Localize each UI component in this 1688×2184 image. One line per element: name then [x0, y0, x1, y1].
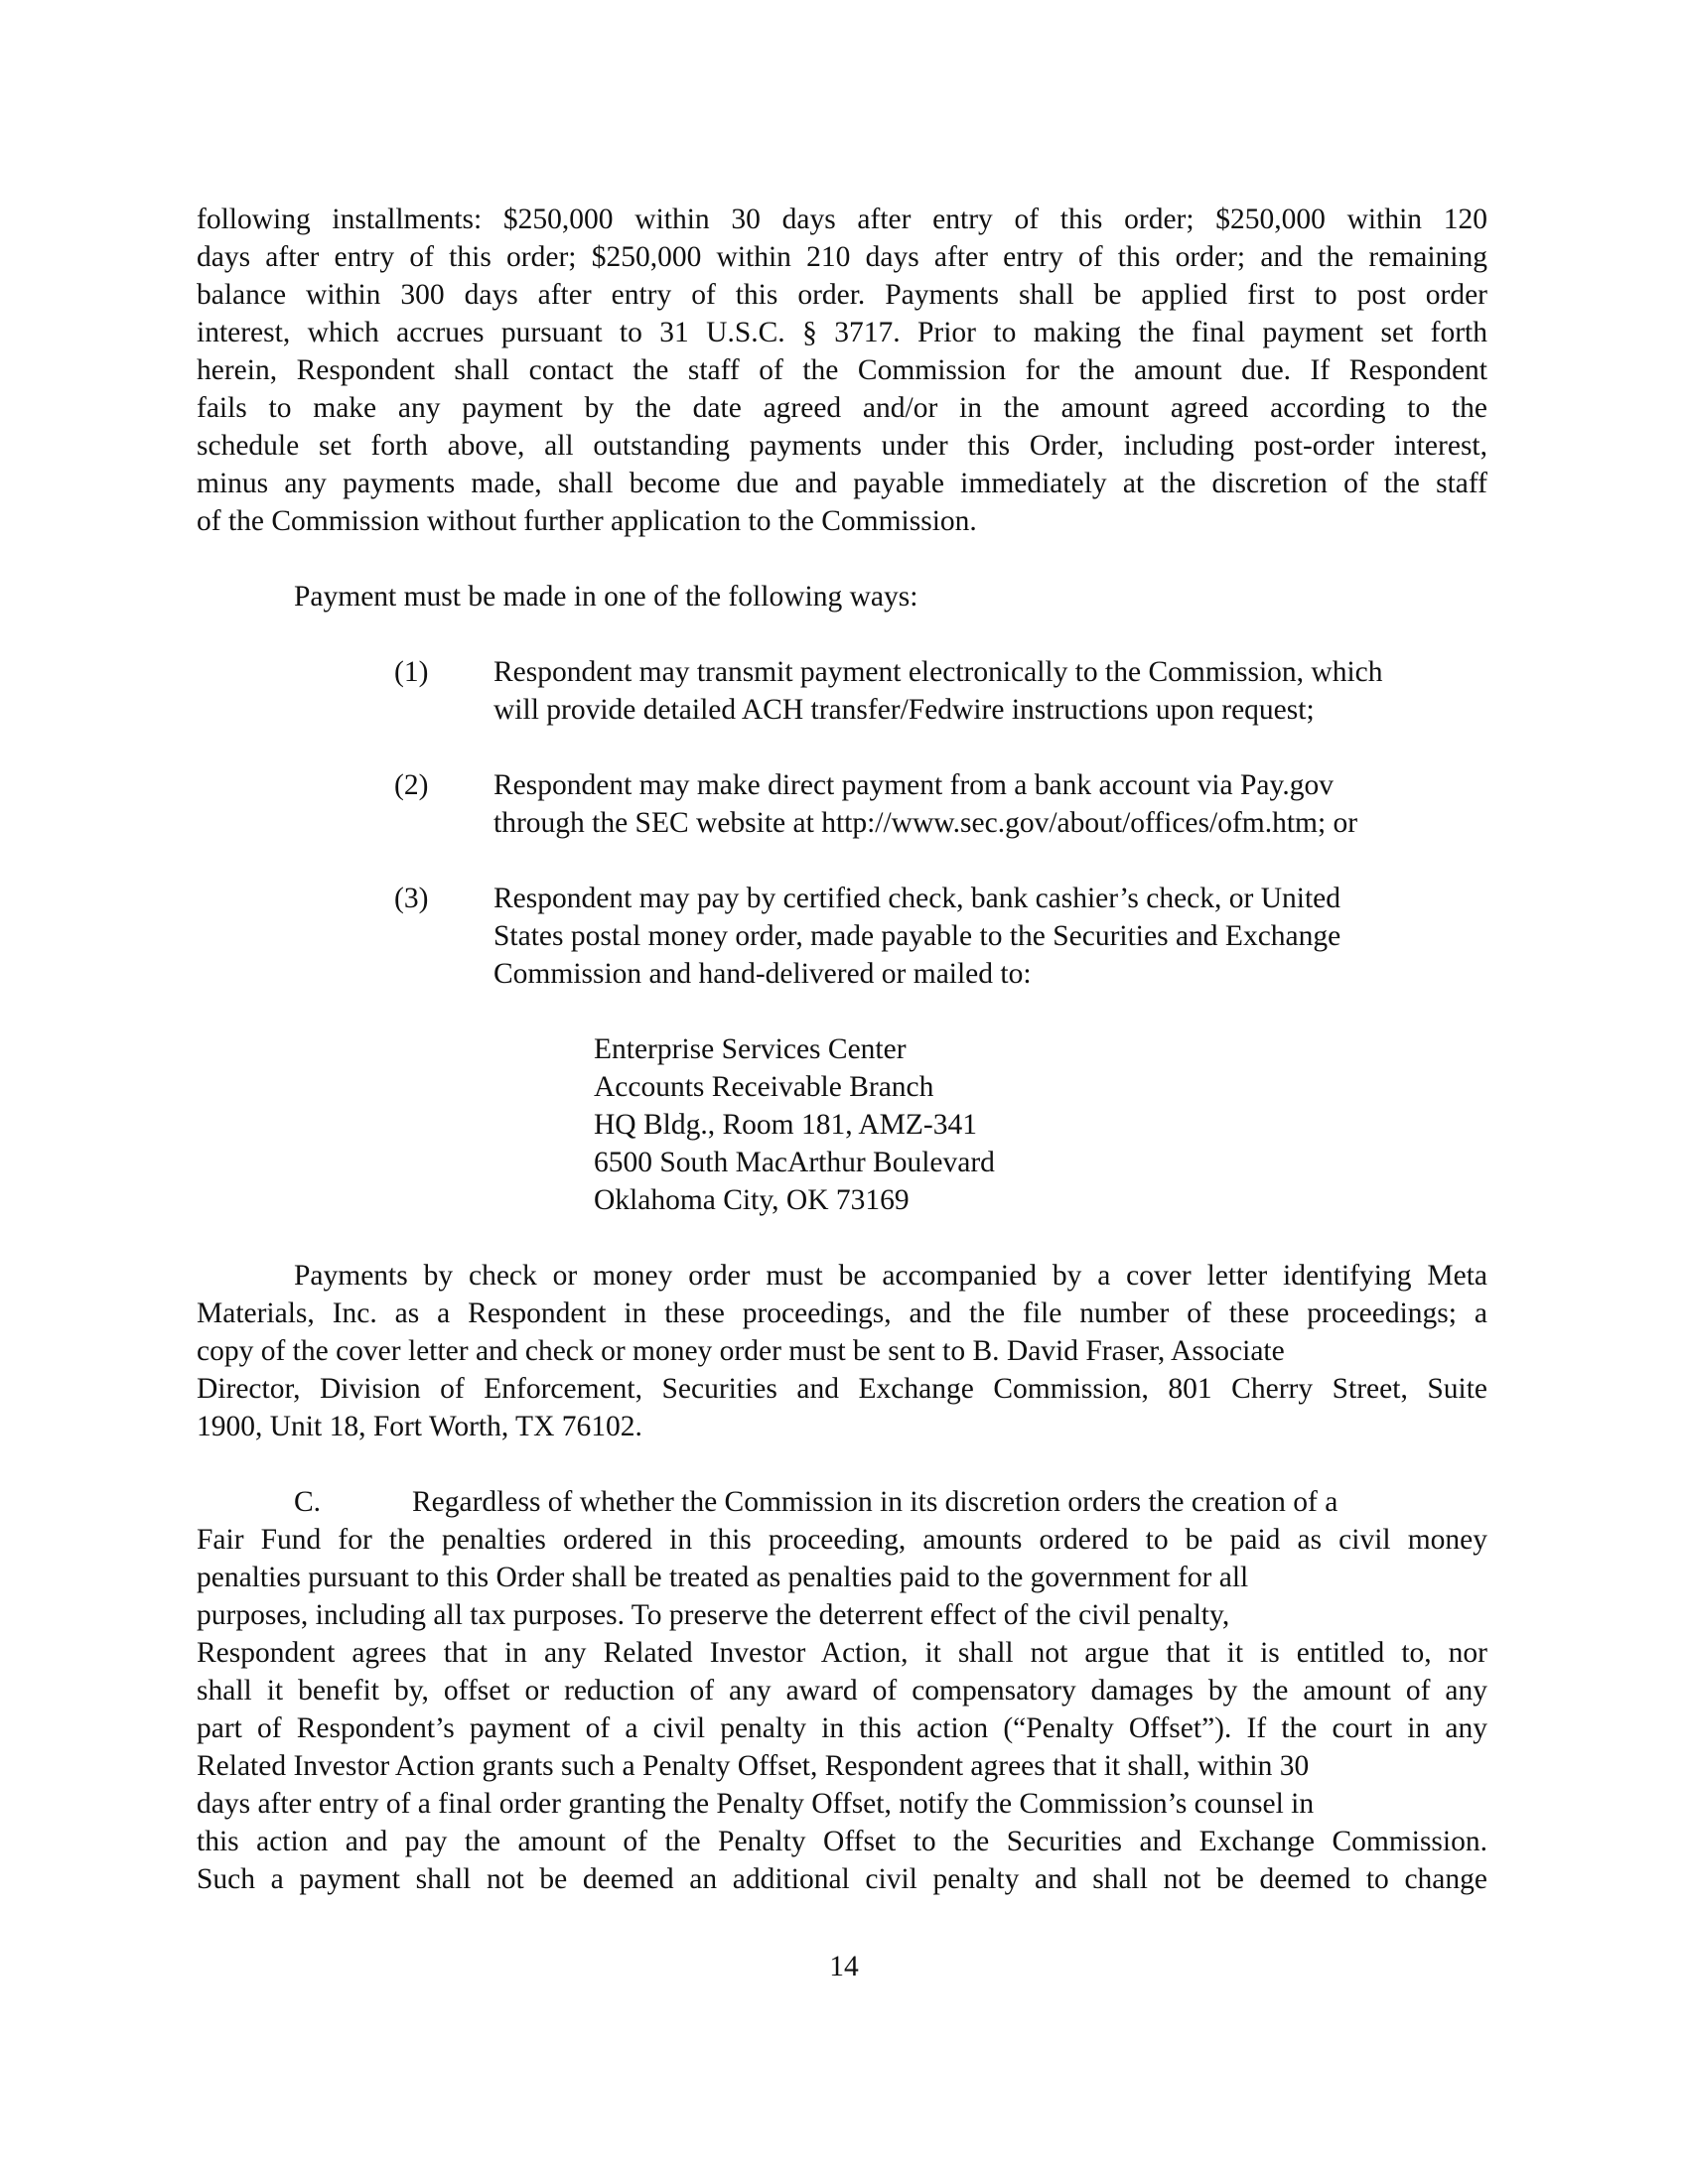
- text-line: Such a payment shall not be deemed an additional civil penalty and shall not be deemed to change: [197, 1863, 1487, 1895]
- text-line: minus any payments made, shall become due and payable immediately at the discretion of the staff: [197, 468, 1487, 499]
- text-line: part of Respondent’s payment of a civil penalty in this action (“Penalty Offset”). If the court in any: [197, 1712, 1487, 1744]
- text-line: Related Investor Action grants such a Penalty Offset, Respondent agrees that it shall, within 30: [197, 1750, 1310, 1782]
- text-line: Materials, Inc. as a Respondent in these proceedings, and the file number of these proceedings; a: [197, 1297, 1487, 1329]
- option-text-line: Respondent may make direct payment from a bank account via Pay.gov: [493, 769, 1334, 801]
- text-line: 1900, Unit 18, Fort Worth, TX 76102.: [197, 1411, 642, 1442]
- payment-intro: Payment must be made in one of the following ways:: [294, 581, 918, 613]
- option-number: (3): [394, 883, 429, 914]
- text-line: this action and pay the amount of the Penalty Offset to the Securities and Exchange Commission.: [197, 1826, 1487, 1857]
- text-line: Respondent agrees that in any Related Investor Action, it shall not argue that it is entitled to, nor: [197, 1637, 1487, 1669]
- option-text-line: Respondent may pay by certified check, bank cashier’s check, or United: [493, 883, 1341, 914]
- text-line: days after entry of this order; $250,000 within 210 days after entry of this order; and the remaining: [197, 241, 1487, 273]
- address-line: HQ Bldg., Room 181, AMZ-341: [594, 1109, 977, 1141]
- option-text-line: Commission and hand-delivered or mailed to:: [493, 958, 1032, 990]
- address-line: Oklahoma City, OK 73169: [594, 1184, 910, 1216]
- text-line: days after entry of a final order granting the Penalty Offset, notify the Commission’s counsel in: [197, 1788, 1315, 1820]
- text-line: balance within 300 days after entry of this order. Payments shall be applied first to post order: [197, 279, 1487, 311]
- option-text-line: will provide detailed ACH transfer/Fedwire instructions upon request;: [493, 694, 1315, 726]
- option-number: (1): [394, 656, 429, 688]
- text-line: penalties pursuant to this Order shall be treated as penalties paid to the government for all: [197, 1562, 1249, 1593]
- address-line: 6500 South MacArthur Boulevard: [594, 1147, 995, 1178]
- option-text-line: States postal money order, made payable to the Securities and Exchange: [493, 920, 1341, 952]
- text-line: Director, Division of Enforcement, Securities and Exchange Commission, 801 Cherry Street, Suite: [197, 1373, 1487, 1405]
- text-line: following installments: $250,000 within 30 days after entry of this order; $250,000 within 120: [197, 204, 1487, 235]
- option-text-line: Respondent may transmit payment electronically to the Commission, which: [493, 656, 1383, 688]
- text-line: Payments by check or money order must be accompanied by a cover letter identifying Meta: [294, 1260, 1487, 1292]
- text-line: schedule set forth above, all outstanding payments under this Order, including post-order interest,: [197, 430, 1487, 462]
- address-line: Enterprise Services Center: [594, 1033, 907, 1065]
- text-line: purposes, including all tax purposes. To preserve the deterrent effect of the civil penalty,: [197, 1599, 1230, 1631]
- text-line: Regardless of whether the Commission in its discretion orders the creation of a: [412, 1486, 1338, 1518]
- text-line: interest, which accrues pursuant to 31 U.S.C. § 3717. Prior to making the final payment set forth: [197, 317, 1487, 348]
- text-line: of the Commission without further application to the Commission.: [197, 505, 977, 537]
- option-text-line: through the SEC website at http://www.sec.gov/about/offices/ofm.htm; or: [493, 807, 1358, 839]
- text-line: copy of the cover letter and check or money order must be sent to B. David Fraser, Associate: [197, 1335, 1285, 1367]
- text-line: Fair Fund for the penalties ordered in this proceeding, amounts ordered to be paid as civil money: [197, 1524, 1487, 1556]
- address-line: Accounts Receivable Branch: [594, 1071, 934, 1103]
- option-number: (2): [394, 769, 429, 801]
- text-line: herein, Respondent shall contact the staff of the Commission for the amount due. If Respondent: [197, 354, 1487, 386]
- text-line: shall it benefit by, offset or reduction of any award of compensatory damages by the amount of any: [197, 1675, 1487, 1706]
- text-line: fails to make any payment by the date agreed and/or in the amount agreed according to the: [197, 392, 1487, 424]
- section-label: C.: [294, 1486, 322, 1518]
- page-number: 14: [829, 1951, 859, 1982]
